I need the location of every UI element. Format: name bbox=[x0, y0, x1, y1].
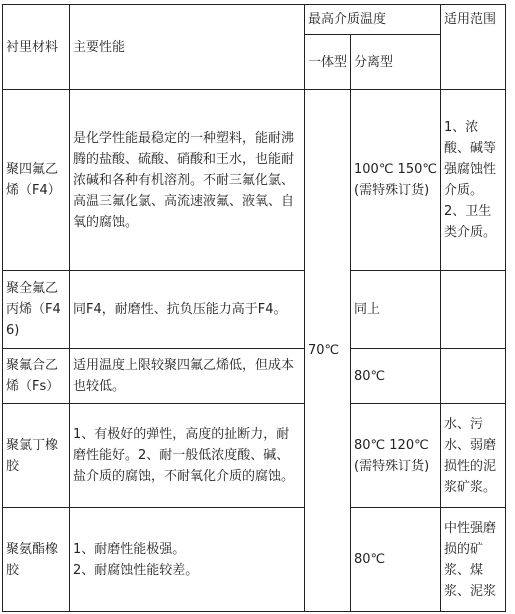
properties-line: 同F4，耐磨性、抗负压能力高于F4。 bbox=[73, 302, 287, 317]
row-scope bbox=[441, 271, 506, 349]
spec-table-container bbox=[2, 4, 506, 612]
header-material: 衬里材料 bbox=[3, 5, 70, 90]
table-row bbox=[3, 404, 506, 508]
separate-temp-value: 100℃ 150℃ bbox=[354, 162, 437, 177]
properties-line: 是化学性能最稳定的一种塑料，能耐沸腾的盐酸、硫酸、硝酸和王水，也能耐浓碱和各种有机溶剂。不耐三氟化氯、高温三氟化氯、高流速液氟、液氧、自氧的腐蚀。 bbox=[73, 130, 295, 230]
row-material: 聚氟合乙烯（Fs） bbox=[3, 349, 70, 404]
row-separate-temp bbox=[351, 271, 441, 349]
separate-temp-value: 80℃ bbox=[354, 552, 386, 567]
row-separate-temp bbox=[351, 508, 441, 612]
row-separate-temp bbox=[351, 349, 441, 404]
row-material: 聚四氟乙烯（F4） bbox=[3, 90, 70, 271]
header-scope: 适用范围 bbox=[441, 5, 506, 90]
header-properties: 主要性能 bbox=[70, 5, 305, 90]
table-row bbox=[3, 90, 506, 271]
row-scope bbox=[441, 349, 506, 404]
separate-temp-value: 80℃ bbox=[354, 368, 386, 384]
properties-line: 1、耐磨性能极强。 bbox=[73, 541, 186, 557]
properties-line: 1、有极好的弹性，高度的扯断力，耐磨性能好。2、耐一般低浓度酸、碱、盐介质的腐蚀，不耐氧化介质的腐蚀。 bbox=[73, 427, 295, 484]
row-properties bbox=[70, 349, 305, 404]
lining-material-table bbox=[2, 4, 506, 612]
properties-line: 适用温度上限较聚四氟乙烯低，但成本也较低。 bbox=[73, 358, 295, 394]
row-properties bbox=[70, 508, 305, 612]
separate-temp-note: (需特殊订货) bbox=[354, 458, 430, 474]
row-scope bbox=[441, 404, 506, 508]
row-properties bbox=[70, 404, 305, 508]
separate-temp-note: (需特殊订货) bbox=[354, 183, 430, 198]
separate-temp-value: 同上 bbox=[354, 302, 381, 317]
table-row bbox=[3, 508, 506, 612]
header-row-1 bbox=[3, 5, 506, 35]
row-material: 聚氨酯橡胶 bbox=[3, 508, 70, 612]
properties-line: 2、耐腐蚀性能较差。 bbox=[73, 562, 199, 578]
scope-text: 1、浓酸、碱等强腐蚀性介质。 2、卫生类介质。 bbox=[444, 120, 497, 240]
row-properties bbox=[70, 90, 305, 271]
scope-text: 中性强磨损的矿浆、煤浆、泥浆 bbox=[444, 520, 497, 599]
row-properties bbox=[70, 271, 305, 349]
separate-temp-value: 80℃ 120℃ bbox=[354, 437, 429, 453]
integral-temp-shared: 70℃ bbox=[305, 90, 351, 612]
scope-text: 水、污水、弱磨损性的泥浆矿浆。 bbox=[444, 416, 497, 495]
header-integral: 一体型 bbox=[305, 35, 351, 90]
row-separate-temp bbox=[351, 404, 441, 508]
row-scope bbox=[441, 508, 506, 612]
row-material: 聚氯丁橡胶 bbox=[3, 404, 70, 508]
row-material: 聚全氟乙丙烯（F46) bbox=[3, 271, 70, 349]
table-row bbox=[3, 271, 506, 349]
row-separate-temp bbox=[351, 90, 441, 271]
header-max-temp: 最高介质温度 bbox=[305, 5, 441, 35]
table-row bbox=[3, 349, 506, 404]
header-separate: 分离型 bbox=[351, 35, 441, 90]
row-scope bbox=[441, 90, 506, 271]
